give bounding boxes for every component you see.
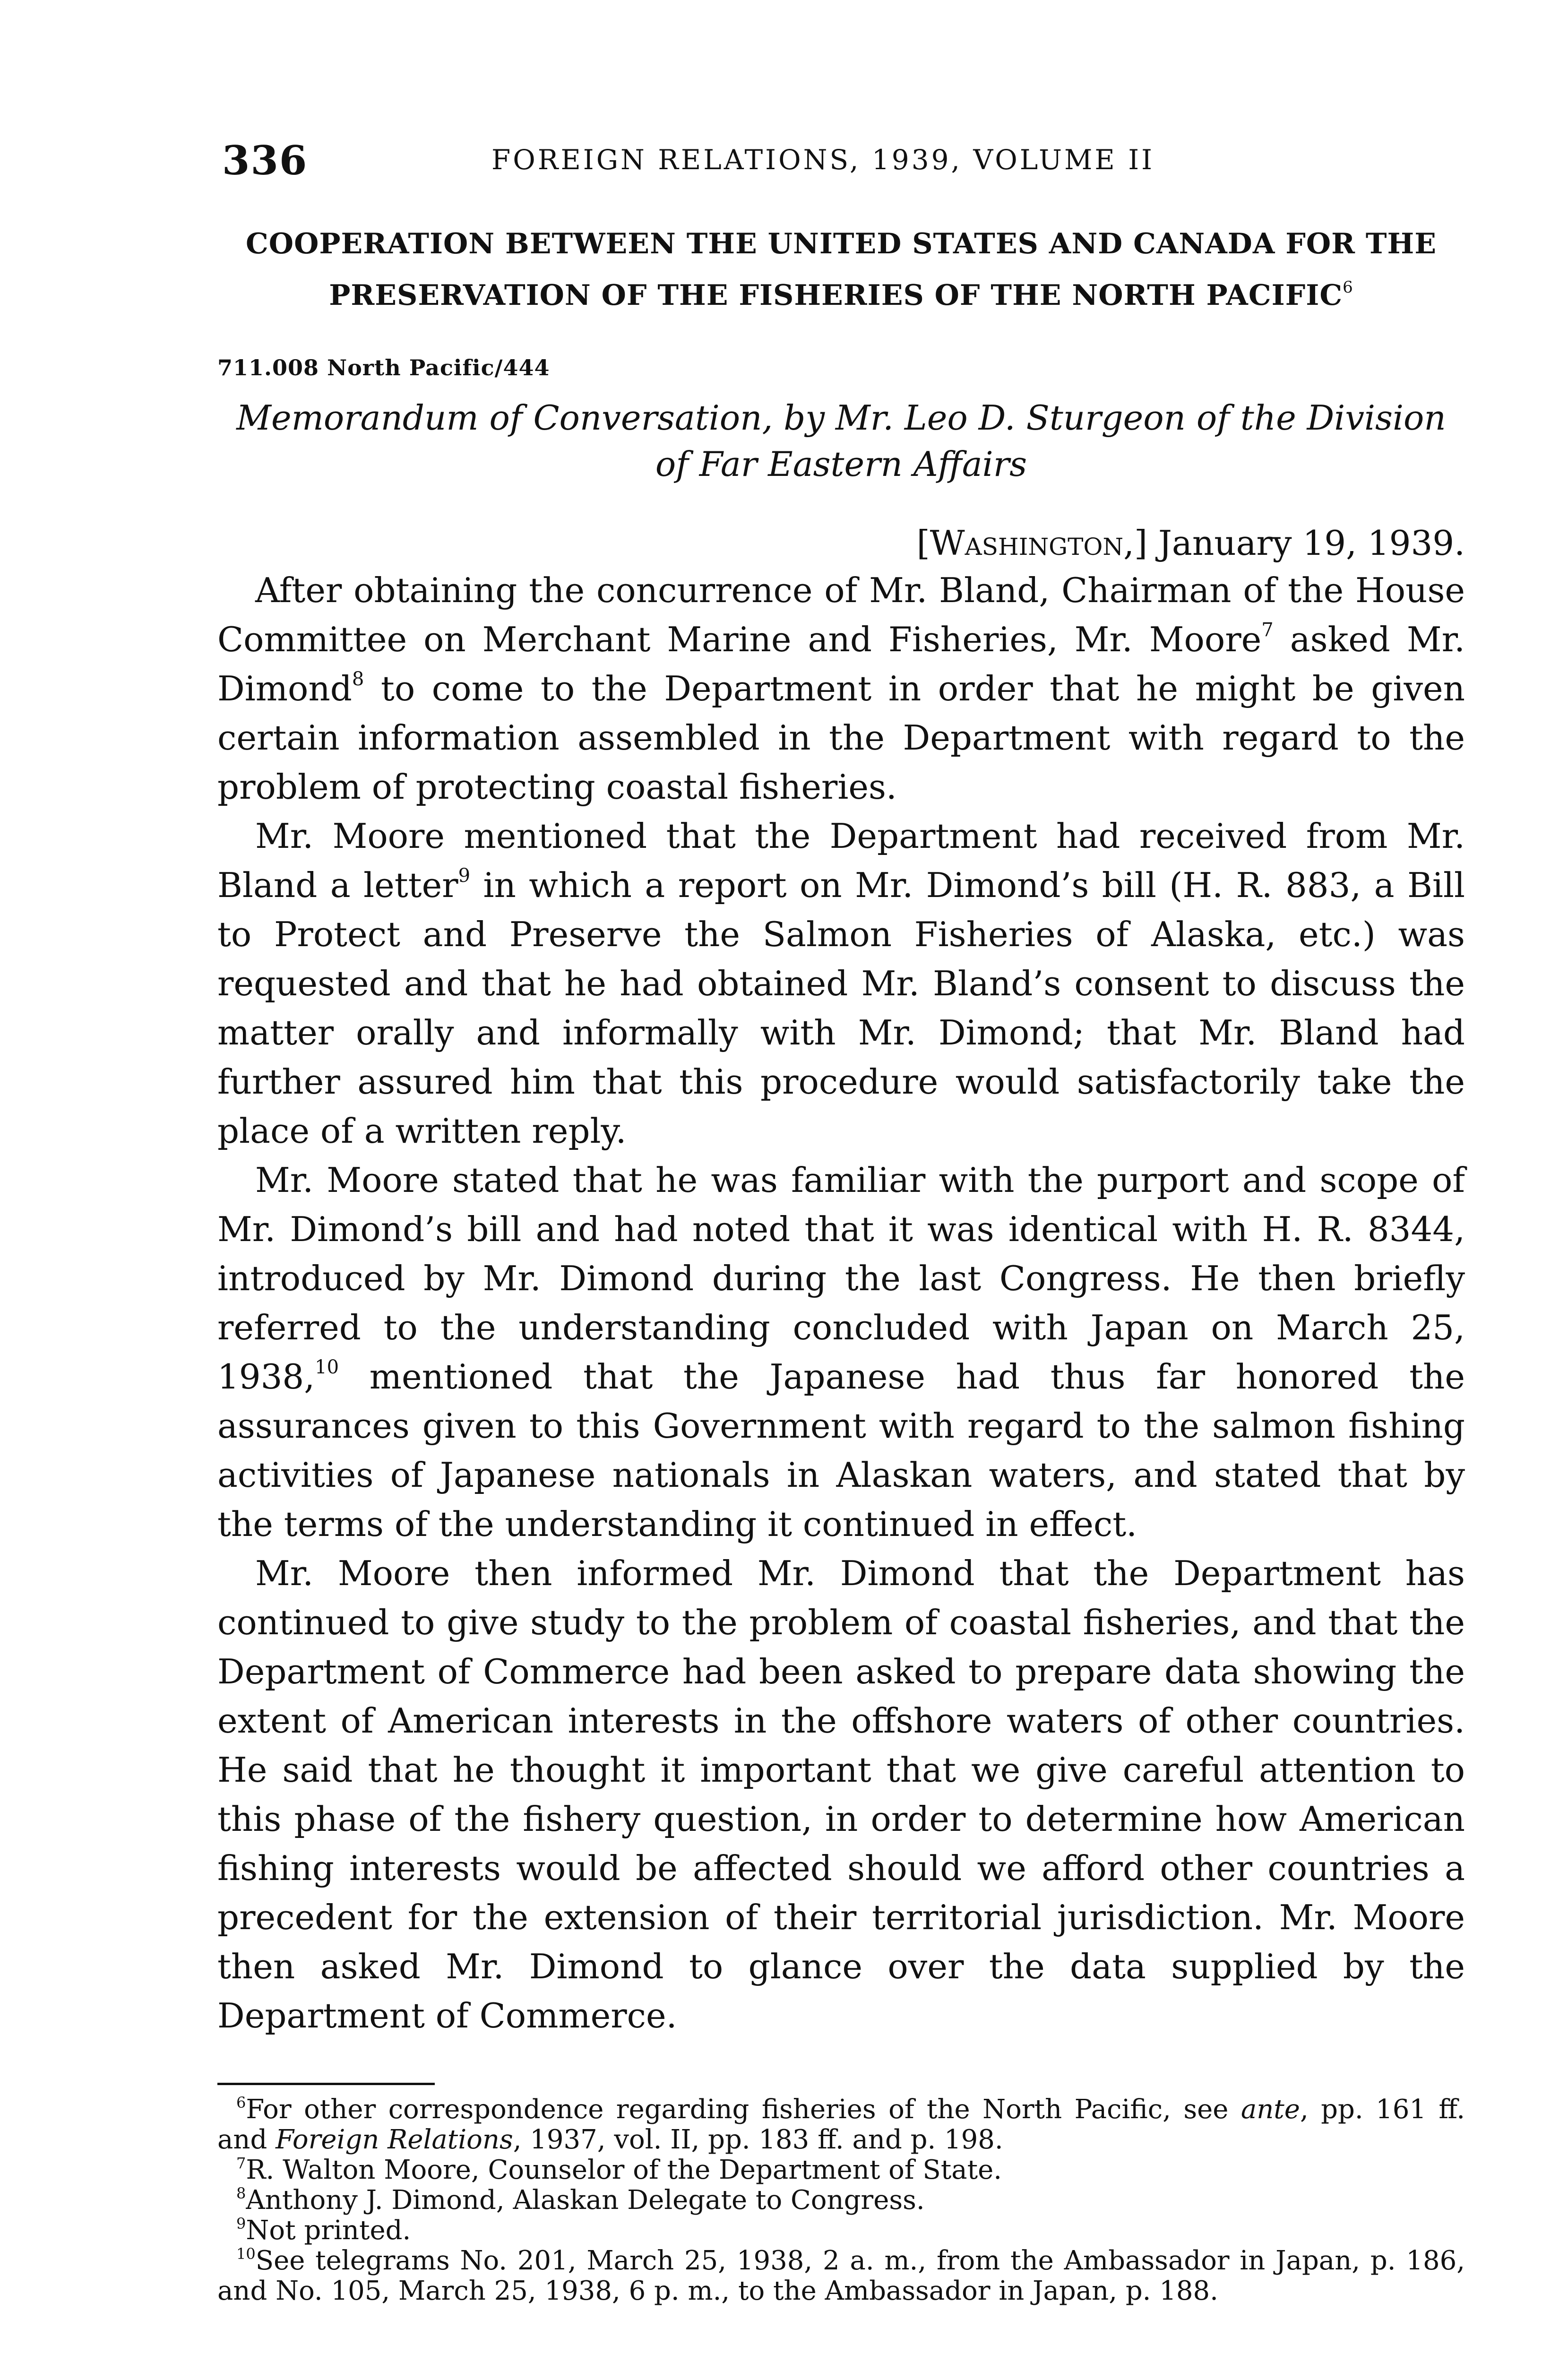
footnote-7-mark: 7	[236, 2154, 246, 2172]
paragraph-1-text-a: After obtaining the concurrence of Mr. Bland, Chairman of the House Committee on Merchant Marine and Fisheries, Mr. Moore	[217, 570, 1465, 659]
running-head	[217, 137, 1465, 189]
footnote-10-text: See telegrams No. 201, March 25, 1938, 2 a. m., from the Ambassador in Japan, p. 186, and No. 105, March 25, 1938, 6 p. m., to the Ambassador in Japan, p. 188.	[217, 2245, 1465, 2306]
footnote-7	[217, 2155, 1465, 2185]
footnote-9-text: Not printed.	[246, 2215, 411, 2246]
footnote-8-mark: 8	[236, 2184, 246, 2202]
footnote-6-text-c: , 1937, vol. II, pp. 183 ff. and p. 198.	[513, 2124, 1003, 2155]
paragraph-4: Mr. Moore then informed Mr. Dimond that the Department has continued to give study to the problem of coastal fisheries, and that the Department of Commerce had been asked to prepare data showing the extent of American interests in the offshore waters of other countries. He said that he thought it important that we give careful attention to this phase of the fishery question, in order to determine how American fishing interests would be affected should we afford other countries a precedent for the extension of their territorial jurisdiction. Mr. Moore then asked Mr. Dimond to glance over the data supplied by the Department of Commerce.	[217, 1553, 1465, 2035]
footnote-10	[217, 2246, 1465, 2306]
footnotes	[217, 2095, 1465, 2306]
section-title-line-1: COOPERATION BETWEEN THE UNITED STATES AND CANADA FOR THE	[246, 227, 1437, 260]
footnote-8-text: Anthony J. Dimond, Alaskan Delegate to Congress.	[246, 2185, 925, 2216]
section-title-line-2-text: PRESERVATION OF THE FISHERIES OF THE NORTH PACIFIC	[329, 279, 1343, 312]
footnote-9-mark: 9	[236, 2215, 246, 2233]
memo-title-line-2: of Far Eastern Affairs	[655, 444, 1027, 484]
memo-title	[217, 395, 1465, 487]
paragraph-1-text-b: asked Mr. Dimond	[217, 620, 1465, 708]
footnote-6	[217, 2095, 1465, 2155]
section-title	[217, 222, 1465, 317]
footnote-9	[217, 2216, 1465, 2246]
footnote-ref-8: 8	[352, 668, 364, 690]
paragraph-2	[217, 811, 1465, 1156]
footnote-rule	[217, 2083, 435, 2085]
running-title: FOREIGN RELATIONS, 1939, VOLUME II	[491, 144, 1155, 176]
dateline-place: [Washington,]	[916, 523, 1148, 563]
paragraph-1	[217, 566, 1465, 811]
footnote-ref-6: 6	[1343, 278, 1353, 297]
page-number: 336	[222, 137, 308, 184]
footnote-8	[217, 2185, 1465, 2216]
footnote-6-mark: 6	[236, 2094, 246, 2112]
footnote-6-text-b: , pp. 161 ff. and	[217, 2094, 1465, 2155]
footnote-ref-9: 9	[458, 865, 471, 887]
footnote-7-text: R. Walton Moore, Counselor of the Department of State.	[246, 2155, 1002, 2185]
paragraph-3	[217, 1156, 1465, 1549]
footnote-ref-7: 7	[1261, 619, 1274, 641]
book-page	[217, 137, 1465, 2306]
footnote-6-foreign-relations: Foreign Relations	[276, 2124, 513, 2155]
dateline-date: January 19, 1939.	[1158, 523, 1465, 563]
footnote-6-text-a: For other correspondence regarding fisheries of the North Pacific, see	[246, 2094, 1241, 2125]
footnote-6-ante: ante	[1241, 2094, 1300, 2125]
paragraph-1-text-c: to come to the Department in order that he might be given certain information assembled in the Department with regard to the problem of protecting coastal fisheries.	[217, 669, 1465, 807]
dateline	[217, 520, 1465, 566]
paragraph-3-text-a: Mr. Moore stated that he was familiar with the purport and scope of Mr. Dimond’s bill and had noted that it was identical with H. R. 8344, introduced by Mr. Dimond during the last Congress. He then briefly referred to the understanding concluded with Japan on March 25, 1938,	[217, 1160, 1465, 1397]
footnote-ref-10: 10	[315, 1356, 339, 1378]
paragraph-3-text-b: mentioned that the Japanese had thus far honored the assurances given to this Government with regard to the salmon fishing activities of Japanese nationals in Alaskan waters, and stated that by the terms of the understanding it continued in effect.	[217, 1357, 1465, 1544]
memo-title-line-1: Memorandum of Conversation, by Mr. Leo D. Sturgeon of the Division	[236, 398, 1446, 438]
paragraph-2-text-b: in which a report on Mr. Dimond’s bill (H. R. 883, a Bill to Protect and Preserve the Salmon Fisheries of Alaska, etc.) was requested and that he had obtained Mr. Bland’s consent to discuss the matter orally and informally with Mr. Dimond; that Mr. Bland had further assured him that this procedure would satisfactorily take the place of a written reply.	[217, 865, 1465, 1151]
footnote-10-mark: 10	[236, 2245, 256, 2263]
paragraph-2-text-a: Mr. Moore mentioned that the Department had received from Mr. Bland a letter	[217, 816, 1465, 905]
file-number: 711.008 North Pacific/444	[217, 355, 550, 380]
section-title-line-2	[217, 266, 1465, 317]
memo-body	[217, 566, 1465, 2040]
